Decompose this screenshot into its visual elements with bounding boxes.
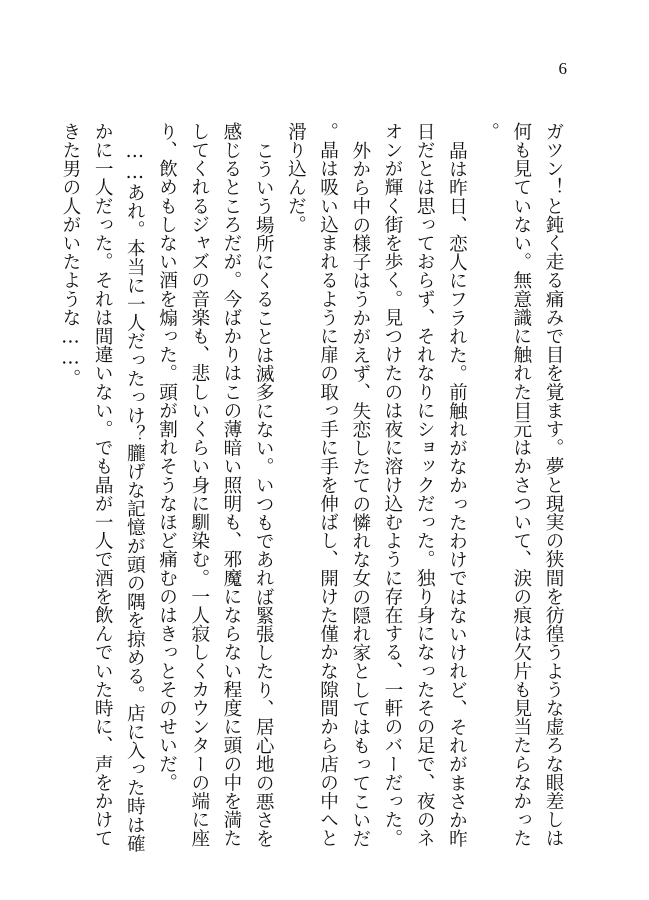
body-text <box>59 122 569 862</box>
paragraph-1: ガツン！と鈍く走る痛みで目を覚ます。夢と現実の狭間を彷徨うような虚ろな眼差しは何も見ていない。無意識に触れた目元はかさついて、涙の痕は欠片も見当たらなかった。 <box>478 122 564 848</box>
page-number: 6 <box>558 59 567 78</box>
paragraph-3: 外から中の様子はうかがえず、失恋したての憐れな女の隠れ家としてはもってこいだ。晶は吸い込まれるように扉の取っ手に手を伸ばし、開けた僅かな隙間から店の中へと滑り込んだ。 <box>285 122 371 848</box>
paragraph-4: こういう場所にくることは滅多にない。いつもであれば緊張したり、居心地の悪さを感じるところだが。今ばかりはこの薄暗い照明も、邪魔にならない程度に頭の中を満たしてくれるジャズの音楽も、悲しいくらい身に馴染む。一人寂しくカウンターの端に座り、飲めもしない酒を煽った。頭が割れそうなほど痛むのはきっとそのせいだ。 <box>156 122 275 848</box>
paragraph-5: ……あれ。本当に一人だったっけ？朧げな記憶が頭の隅を掠める。店に入った時は確かに一人だった。それは間違いない。でも晶が一人で酒を飲んでいた時に、声をかけてきた男の人がいたような……。 <box>59 122 146 853</box>
paragraph-2: 晶は昨日、恋人にフラれた。前触れがなかったわけではないけれど、それがまさか昨日だとは思っておらず、それなりにショックだった。独り身になったその足で、夜のネオンが輝く街を歩く。見つけたのは夜に溶け込むように存在する、一軒のバーだった。 <box>381 122 468 848</box>
